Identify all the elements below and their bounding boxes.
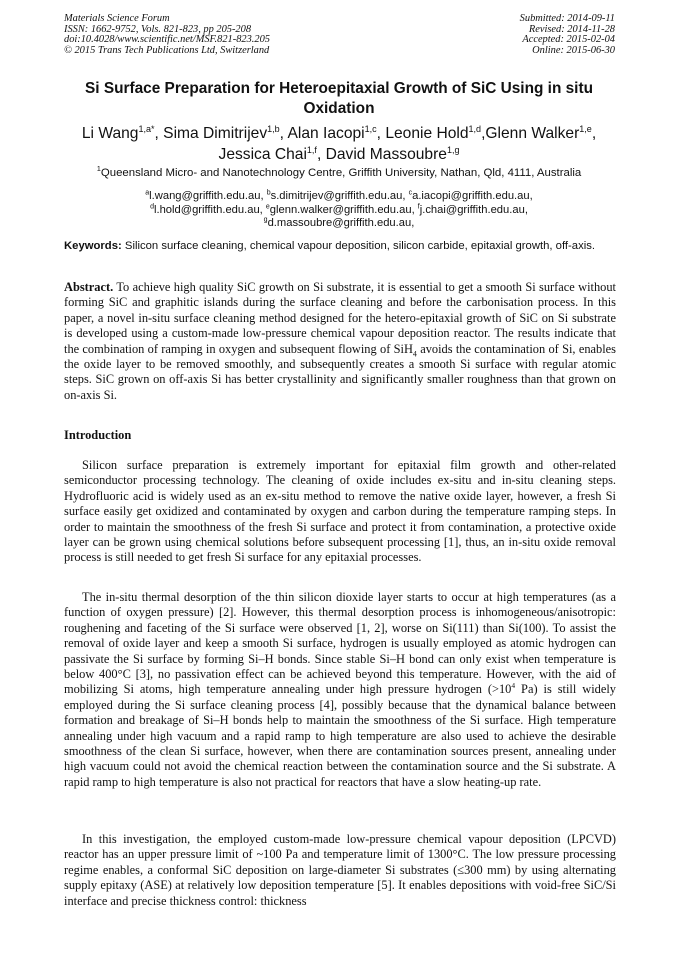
paragraph: The in-situ thermal desorption of the thin silicon dioxide layer starts to occur at high temperatures (as a function of oxygen pressure) [2]. However, this thermal desorption process is inhomogeneous/anisotropic: roughening and faceting of the Si surface were observed [1, 2], worse on Si(111) than Si(100). To assist the removal of oxide layer and keep a smooth Si surface, hydrogen is usually employed as atomic hydrogen can passivate the Si surface by forming Si–H bonds. Since stable Si–H bond can only exist when temperature is below 400°C [3], no passivation effect can be achieved beyond this temperature. However, with the aid of mobilizing Si atoms, high temperature annealing under high pressure hydrogen ($>10^4$ Pa) is still widely employed during the Si surface cleaning process [4], possibly because that the dynamical balance between formation and breakage of Si–H bonds help to maintain the smoothness of the Si surface. High temperature annealing under high vacuum and a rapid ramp to high temperature are also used to achieve the desirable smoothness of the clean Si surface, however, when there are contamination sources present, annealing under high vacuum could not avoid the chemical reaction between the contamination source and the Si substrate. A rapid ramp to high temperature is also not practical for reactors that have a slow heating-up rate.	[64, 590, 616, 789]
paper-title: Si Surface Preparation for Heteroepitaxial Growth of SiC Using in situ Oxidation	[85, 80, 593, 117]
email-link[interactable]: d.massoubre@griffith.edu.au	[267, 217, 412, 229]
author: Li Wang$^{1,a*}$,	[81, 123, 164, 142]
date-accepted: Accepted: 2015-02-04	[522, 34, 615, 46]
paragraph: In this investigation, the employed custom-made low-pressure chemical vapour deposition (LPCVD) reactor has an upper pressure limit of ~100 Pa and temperature limit of 1300°C. The low pressure processing regime enables, a conformal SiC deposition on large-diameter Si substrates (≤300 mm) by using alternating supply epitaxy (ASE) at relatively low deposition temperature [5]. It enables depositions with void-free SiC/Si interface and precise thickness control: thickness	[64, 832, 616, 908]
author: Alan Iacopi$^{1,c}$,	[287, 123, 386, 142]
author: Leonie Hold$^{1,d}$,	[385, 123, 486, 142]
email-line: $^g$d.massoubre@griffith.edu.au,	[263, 216, 415, 229]
keywords-label: Keywords:	[64, 240, 122, 252]
journal-name: Materials Science Forum	[64, 13, 170, 24]
journal-issn: ISSN: 1662-9752, Vols. 821-823, pp 205-208	[64, 23, 252, 35]
email-link[interactable]: s.dimitrijev@griffith.edu.au	[270, 190, 403, 202]
author-emails	[40, 190, 638, 231]
email-line: $^a$l.wang@griffith.edu.au, $^b$s.dimitrijev@griffith.edu.au, $^c$a.iacopi@griffith.edu.au,	[145, 189, 533, 202]
affiliation: $^1$Queensland Micro- and Nanotechnology Centre, Griffith University, Nathan, Qld, 4111, Australia	[96, 164, 582, 179]
email-line: $^d$l.hold@griffith.edu.au, $^e$glenn.walker@griffith.edu.au, $^f$j.chai@griffith.edu.au,	[150, 202, 528, 216]
journal-doi: doi:10.4028/www.scientific.net/MSF.821-823.205	[64, 34, 270, 46]
email-link[interactable]: a.iacopi@griffith.edu.au	[412, 190, 530, 202]
author: Jessica Chai$^{1,f}$,	[218, 144, 326, 163]
author: Sima Dimitrijev$^{1,b}$,	[163, 123, 288, 142]
abstract: Abstract. To achieve high quality SiC growth on Si substrate, it is essential to get a smooth Si surface without forming SiC and graphitic islands during the surface cleaning and before the carbonisation process. In this paper, a novel in-situ surface cleaning method designed for the hetero-epitaxial growth of SiC on Si substrate is developed using a custom-made low-pressure chemical vapour deposition reactor. The results indicate that the combination of ramping in oxygen and subsequent flowing of SiH$_4$ avoids the contamination of Si, enables the oxide layer to be removed smoothly, and subsequently creates a smooth Si surface with regular atomic steps. SiC grown on off-axis Si has better crystallinity and significantly smaller roughness than that grown on on-axis Si.	[64, 280, 616, 402]
email-link[interactable]: glenn.walker@griffith.edu.au	[269, 203, 412, 216]
author: David Massoubre$^{1,g}$	[325, 144, 460, 163]
abstract-label: Abstract.	[64, 280, 114, 294]
date-revised: Revised: 2014-11-28	[528, 23, 615, 35]
paragraph: Silicon surface preparation is extremely important for epitaxial film growth and other-related semiconductor processing technology. The cleaning of oxide includes ex-situ and in-situ cleaning steps. Hydrofluoric acid is widely used as an ex-situ method to remove the native oxide layer, however, a fresh Si surface easily get oxidized and contaminated by oxygen and carbon during the temperature ramping steps. In order to maintain the smoothness of the fresh Si surface and protect it from contamination, a protective oxide layer can be grown using chemical solutions before subsequent processing [1], thus, an in-situ oxide removal process is still needed to get fresh Si surface for any epitaxial processes.	[64, 458, 616, 565]
publication-dates	[520, 14, 615, 56]
section-heading-introduction: Introduction	[64, 428, 132, 442]
author-list	[40, 124, 638, 165]
email-link[interactable]: l.wang@griffith.edu.au	[149, 190, 261, 202]
date-online: Online: 2015-06-30	[532, 44, 615, 56]
email-link[interactable]: l.hold@griffith.edu.au	[153, 203, 260, 216]
journal-info	[64, 14, 270, 56]
author: Glenn Walker$^{1,e}$,	[485, 123, 597, 142]
date-submitted: Submitted: 2014-09-11	[519, 13, 615, 24]
journal-copyright: © 2015 Trans Tech Publications Ltd, Switzerland	[64, 44, 270, 56]
email-link[interactable]: j.chai@griffith.edu.au	[419, 203, 525, 216]
keywords	[64, 239, 616, 253]
keywords-text: Silicon surface cleaning, chemical vapour deposition, silicon carbide, epitaxial growth, off-axis.	[121, 240, 596, 252]
